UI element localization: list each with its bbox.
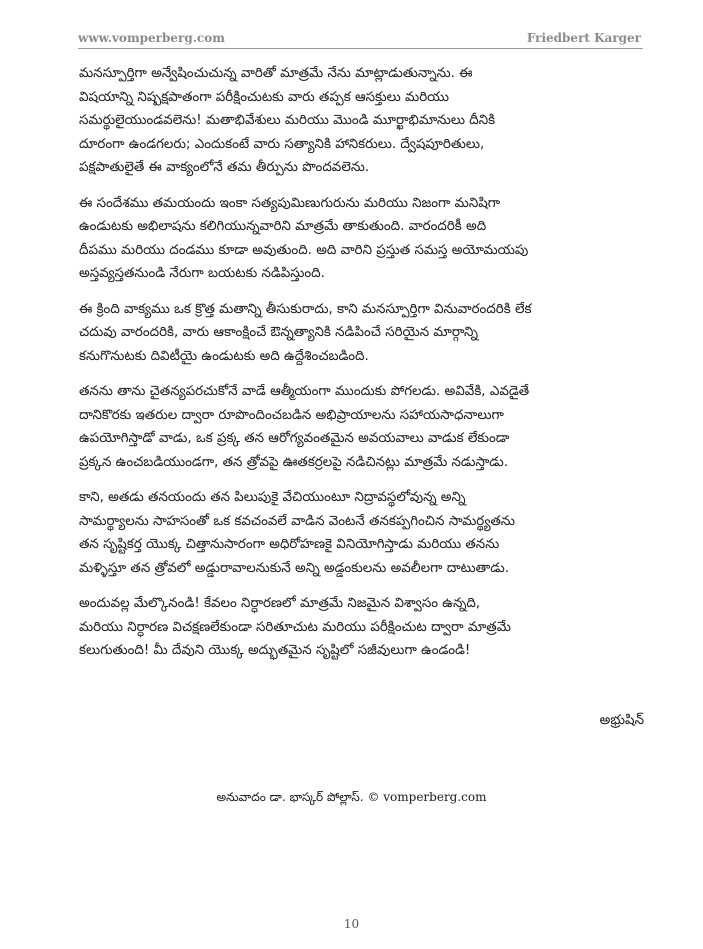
text-line: దానికొరకు ఇతరుల ద్వారా రూపొందించబడిన అభిప్రాయాలను సహాయసాధనాలుగా bbox=[79, 407, 504, 423]
paragraph bbox=[79, 486, 645, 580]
text-line: కలుగుతుంది! మీ దేవుని యొక్క అద్భుతమైన సృష్టిలో సజీవులుగా ఉండండి! bbox=[79, 643, 471, 658]
text-line: ఈ సందేశము తమయందు ఇంకా సత్యపుమిణుగురును మరియు నిజంగా మనిషిగా bbox=[79, 195, 501, 211]
text-line: అస్తవ్యస్తతనుండి నేరుగా బయటకు నడిపిస్తుంది. bbox=[79, 266, 325, 281]
text-line: ఈ క్రింది వాక్యము ఒక క్రొత్త మతాన్ని తీసుకురాదు, కాని మనస్పూర్తిగా వినువారందరికి లేక bbox=[79, 301, 532, 317]
text-line: సమర్థులైయుండవలెను! మతాభివేశులు మరియు మొండి మూర్ఖాభిమానులు దీనికి bbox=[79, 113, 496, 128]
text-line: కాని, అతడు తనయందు తన పిలుపుకై వేచియుంటూ నిద్రావస్థలోవున్న అన్ని bbox=[79, 490, 466, 505]
paragraph bbox=[79, 298, 645, 369]
text-line: ఉండుటకు అభిలాషను కలిగియున్నవారిని మాత్రమే తాకుతుంది. వారందరికీ అది bbox=[79, 219, 487, 234]
text-line: అందువల్ల మేల్కొనండి! కేవలం నిర్ధారణలో మాత్రమే నిజమైన విశ్వాసం ఉన్నది, bbox=[79, 596, 481, 611]
text-line: ఉపయోగిస్తాడో వాడు, ఒక ప్రక్క తన ఆరోగ్యవంతమైన అవయవాలు వాడుక లేకుండా bbox=[79, 431, 510, 446]
text-line: దూరంగా ఉండగలరు; ఎందుకంటే వారు సత్యానికి హానికరులు. ద్వేషపూరితులు, bbox=[79, 136, 485, 152]
copyright-notice: © vomperberg.com bbox=[367, 790, 487, 804]
text-line: విషయాన్ని నిష్పక్షపాతంగా పరీక్షించుటకు వారు తప్పక ఆసక్తులు మరియు bbox=[79, 89, 449, 105]
text-line: సామర్థ్యాలను సాహసంతో ఒక కవచంవలే వాడిన వెంటనే తనకప్పగించిన సామర్థ్యతను bbox=[79, 513, 515, 529]
text-line: మనస్పూర్తిగా అన్వేషించుచున్న వారితో మాత్రమే నేను మాట్లాడుతున్నాను. ఈ bbox=[79, 66, 473, 81]
text-line: పక్షపాతులైతే ఈ వాక్యంలోనే తమ తీర్పును పొందవలెను. bbox=[79, 160, 370, 175]
text-line: చదువు వారందరికి, వారు ఆకాంక్షించే ఔన్నత్యానికి నడిపించే సరియైన మార్గాన్ని bbox=[79, 325, 478, 340]
header-author: Friedbert Karger bbox=[526, 31, 641, 45]
text-line: ప్రక్కన ఉంచబడియుండగా, తన త్రోవపై ఊతకర్రలపై నడిచినట్లు మాత్రమే నడుస్తాడు. bbox=[79, 454, 509, 470]
header-site: www.vomperberg.com bbox=[78, 31, 225, 45]
page-number: 10 bbox=[343, 917, 360, 931]
text-line: తన సృష్టికర్త యొక్క చిత్తానుసారంగా అధిరోహణకై వినియోగిస్తాడు మరియు తనను bbox=[79, 537, 500, 552]
paragraph bbox=[79, 192, 645, 286]
page-body bbox=[79, 62, 645, 675]
paragraph bbox=[79, 592, 645, 663]
paragraph bbox=[79, 380, 645, 474]
paragraph bbox=[79, 62, 645, 180]
text-line: కనుగొనుటకు దివిటీయై ఉండుటకు అది ఉద్దేశించబడింది. bbox=[79, 348, 369, 364]
translation-credit bbox=[0, 790, 703, 807]
text-line: మళ్ళిస్తూ తన త్రోవలో అడ్డురావాలనుకునే అన్ని అడ్డంకులను అవలీలగా దాటుతాడు. bbox=[79, 560, 510, 576]
text-line: తనను తాను చైతన్యపరచుకోనే వాడే ఆత్మీయంగా ముందుకు పోగలడు. అవివేకి, ఎవడైతే bbox=[79, 384, 530, 399]
text-line: దీపము మరియు దండము కూడా అవుతుంది. అది వారిని ప్రస్తుత సమస్త అయోమయపు bbox=[79, 242, 529, 258]
running-header bbox=[78, 30, 643, 49]
text-line: మరియు నిర్ధారణ విచక్షణలేకుండా సరితూచుట మరియు పరీక్షించుట ద్వారా మాత్రమే bbox=[79, 619, 511, 635]
signature: అభ్రుషిన్ bbox=[599, 713, 644, 728]
translator-credit: అనువాదం డా. భాస్కర్ పోల్లాస్. bbox=[216, 790, 364, 804]
